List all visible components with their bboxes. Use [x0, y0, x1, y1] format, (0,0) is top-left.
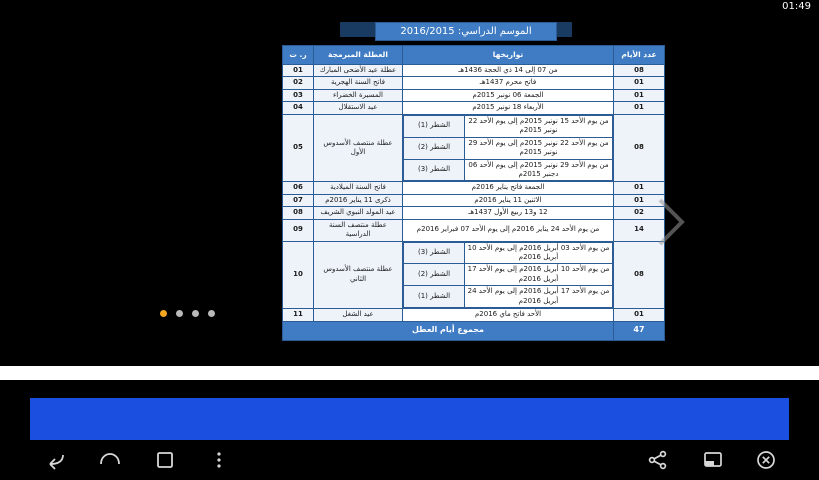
status-clock: 01:49: [782, 1, 811, 12]
cell-num: 05: [283, 114, 314, 182]
cell-name: فاتح السنة الهجرية: [314, 77, 403, 89]
close-icon[interactable]: [753, 448, 779, 472]
bottom-white-pane: [0, 366, 819, 380]
viewer-content[interactable]: [0, 14, 819, 380]
carousel-dot-1[interactable]: [160, 310, 167, 317]
header-dates: تواريخها: [403, 46, 614, 65]
home-icon[interactable]: [97, 448, 123, 472]
cell-days: 01: [614, 102, 665, 114]
cell-days: 02: [614, 207, 665, 219]
cell-days: 14: [614, 219, 665, 241]
table-row: [283, 207, 665, 219]
document-title: الموسم الدراسي: 2016/2015: [375, 22, 557, 41]
holidays-table: [282, 45, 665, 341]
table-row: [283, 89, 665, 101]
cell-name: المسيرة الخضراء: [314, 89, 403, 101]
cell-num: 06: [283, 182, 314, 194]
system-nav-bar: [0, 440, 819, 480]
sub-row: [404, 264, 613, 286]
sub-row: [404, 242, 613, 264]
header-num: ر. ت: [283, 46, 314, 65]
cell-dates: الاثنين 11 يناير 2016م: [403, 194, 614, 206]
cell-dates: الجمعة فاتح يناير 2016م: [403, 182, 614, 194]
total-value: 47: [614, 321, 665, 340]
table-row-grouped: [283, 114, 665, 182]
cell-num: 01: [283, 65, 314, 77]
status-bar: [0, 0, 819, 14]
cell-dates: من 07 إلى 14 ذي الحجة 1436هـ: [403, 65, 614, 77]
cell-name: عيد الشغل: [314, 309, 403, 321]
window-icon[interactable]: [700, 448, 726, 472]
cell-days: 01: [614, 309, 665, 321]
sub-table: [403, 242, 613, 309]
cell-days: 08: [614, 114, 665, 182]
table-row-grouped: [283, 241, 665, 309]
cell-dates: من يوم الأحد 24 يناير 2016م إلى يوم الأحد 07 فبراير 2016م: [403, 219, 614, 241]
cell-dates: 12 و13 ربيع الأول 1437هـ: [403, 207, 614, 219]
back-icon[interactable]: [45, 448, 71, 472]
bottom-blue-band: [30, 398, 789, 440]
document-page[interactable]: [282, 22, 657, 341]
sub-range: من يوم الأحد 15 نونبر 2015م إلى يوم الأحد 22 نونبر 2015م: [465, 115, 613, 137]
table-total-row: [283, 321, 665, 340]
header-name: العطلة المبرمجة: [314, 46, 403, 65]
sub-range: من يوم الأحد 29 نونبر 2015م إلى يوم الأحد 06 دجنبر 2015م: [465, 159, 613, 181]
cell-num: 09: [283, 219, 314, 241]
sub-row: [404, 286, 613, 308]
table-row: [283, 182, 665, 194]
cell-dates: الأربعاء 18 نونبر 2015م: [403, 102, 614, 114]
cell-dates: الجمعة 06 نونبر 2015م: [403, 89, 614, 101]
cell-num: 10: [283, 241, 314, 309]
cell-dates: فاتح محرم 1437هـ: [403, 77, 614, 89]
cell-dates-subtable: [403, 241, 614, 309]
left-letterbox: [0, 28, 30, 380]
cell-name: عيد الاستقلال: [314, 102, 403, 114]
sub-range: من يوم الأحد 03 أبريل 2016م إلى يوم الأحد 10 أبريل 2016م: [465, 242, 613, 264]
cell-days: 01: [614, 182, 665, 194]
table-row: [283, 65, 665, 77]
right-letterbox: [789, 28, 819, 380]
carousel-dots[interactable]: [160, 310, 230, 320]
sub-range: من يوم الأحد 22 نونبر 2015م إلى يوم الأحد 29 نونبر 2015م: [465, 137, 613, 159]
table-row: [283, 102, 665, 114]
table-row: [283, 219, 665, 241]
cell-name: فاتح السنة الميلادية: [314, 182, 403, 194]
sub-label: الشطر (2): [404, 264, 465, 286]
cell-name: ذكرى 11 يناير 2016م: [314, 194, 403, 206]
cell-name: عطلة منتصف السنة الدراسية: [314, 219, 403, 241]
overflow-menu-icon[interactable]: [206, 448, 232, 472]
cell-num: 07: [283, 194, 314, 206]
table-row: [283, 194, 665, 206]
cell-days: 01: [614, 89, 665, 101]
cell-num: 08: [283, 207, 314, 219]
cell-days: 08: [614, 65, 665, 77]
cell-days: 01: [614, 77, 665, 89]
share-icon[interactable]: [645, 448, 671, 472]
sub-range: من يوم الأحد 10 أبريل 2016م إلى يوم الأحد 17 أبريل 2016م: [465, 264, 613, 286]
sub-label: الشطر (1): [404, 115, 465, 137]
cell-name: عطلة منتصف الأسدوس الأول: [314, 114, 403, 182]
cell-days: 08: [614, 241, 665, 309]
sub-range: من يوم الأحد 17 أبريل 2016م إلى يوم الأحد 24 أبريل 2016م: [465, 286, 613, 308]
cell-num: 04: [283, 102, 314, 114]
table-row: [283, 77, 665, 89]
cell-name: عطلة عيد الأضحى المبارك: [314, 65, 403, 77]
recents-icon[interactable]: [152, 448, 178, 472]
sub-label: الشطر (3): [404, 159, 465, 181]
sub-table: [403, 115, 613, 182]
cell-num: 03: [283, 89, 314, 101]
cell-dates-subtable: [403, 114, 614, 182]
cell-num: 02: [283, 77, 314, 89]
sub-label: الشطر (1): [404, 286, 465, 308]
next-page-arrow-icon[interactable]: [650, 194, 690, 250]
carousel-dot-2[interactable]: [176, 310, 183, 317]
table-row: [283, 309, 665, 321]
sub-row: [404, 159, 613, 181]
cell-name: عطلة منتصف الأسدوس الثاني: [314, 241, 403, 309]
sub-label: الشطر (2): [404, 137, 465, 159]
table-header-row: [283, 46, 665, 65]
sub-row: [404, 115, 613, 137]
sub-row: [404, 137, 613, 159]
carousel-dot-4[interactable]: [208, 310, 215, 317]
carousel-dot-3[interactable]: [192, 310, 199, 317]
total-label: مجموع أيام العطل: [283, 321, 614, 340]
cell-dates: الأحد فاتح ماي 2016م: [403, 309, 614, 321]
header-days: عدد الأيام: [614, 46, 665, 65]
cell-num: 11: [283, 309, 314, 321]
sub-label: الشطر (3): [404, 242, 465, 264]
cell-days: 01: [614, 194, 665, 206]
cell-name: عيد المولد النبوي الشريف: [314, 207, 403, 219]
